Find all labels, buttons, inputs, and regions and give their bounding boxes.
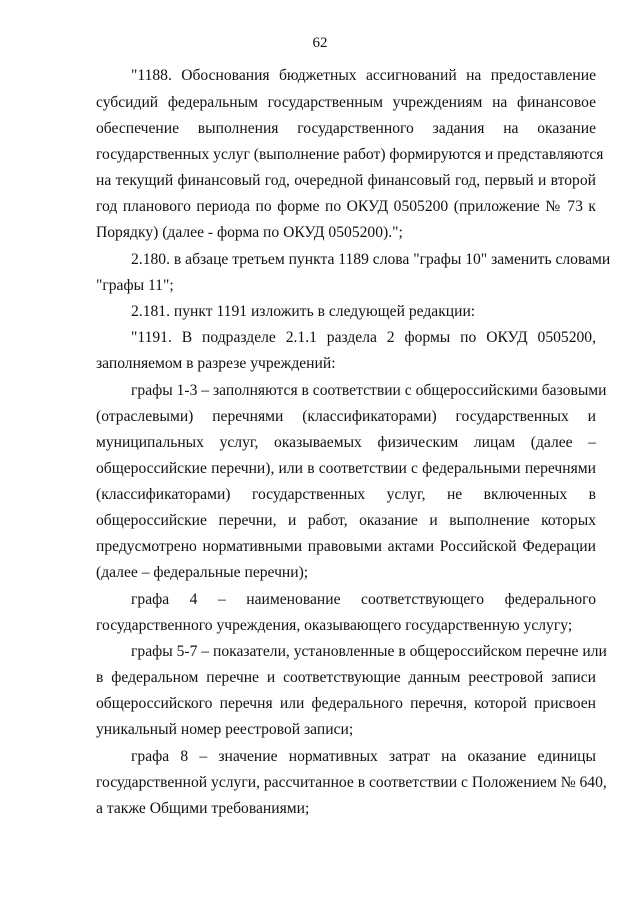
text-line: уникальный номер реестровой записи; [96, 721, 354, 738]
text-line: в федеральном перечне и соответствующие данным реестровой записи [96, 669, 596, 686]
text-line: графа 4 – наименование соответствующего федерального [131, 591, 596, 608]
text-line: "графы 11"; [96, 277, 174, 294]
text-line: государственного учреждения, оказывающего государственную услугу; [96, 617, 573, 634]
text-line: а также Общими требованиями; [96, 800, 310, 817]
text-line: графа 8 – значение нормативных затрат на оказание единицы [131, 748, 596, 765]
text-line: заполняемом в разрезе учреждений: [96, 355, 336, 372]
text-line: государственной услуги, рассчитанное в соответствии с Положением № 640, [96, 774, 607, 791]
text-line: предусмотрено нормативными правовыми актами Российской Федерации [96, 538, 596, 555]
text-line: государственных услуг (выполнение работ) формируются и представляются [96, 146, 604, 163]
text-line: общероссийского перечня или федерального перечня, которой присвоен [96, 695, 596, 712]
text-line: муниципальных услуг, оказываемых физическим лицам (далее – [96, 434, 596, 451]
text-line: общероссийские перечни), или в соответствии с федеральными перечнями [96, 460, 596, 477]
text-line: (отраслевыми) перечнями (классификаторами) государственных и [96, 408, 596, 425]
page-number: 62 [312, 35, 328, 51]
text-line: графы 5-7 – показатели, установленные в общероссийском перечне или [131, 643, 607, 660]
text-line: 2.181. пункт 1191 изложить в следующей редакции: [131, 303, 476, 320]
text-line: (классификаторами) государственных услуг, не включенных в [96, 486, 596, 503]
text-line: 2.180. в абзаце третьем пункта 1189 слова "графы 10" заменить словами [131, 251, 611, 268]
text-line: год планового периода по форме по ОКУД 0505200 (приложение № 73 к [96, 198, 596, 215]
text-line: (далее – федеральные перечни); [96, 564, 309, 581]
text-line: на текущий финансовый год, очередной финансовый год, первый и второй [96, 172, 596, 189]
text-line: субсидий федеральным государственным учреждениям на финансовое [96, 94, 596, 111]
text-line: "1191. В подразделе 2.1.1 раздела 2 формы по ОКУД 0505200, [131, 329, 596, 346]
text-line: общероссийские перечни, и работ, оказание и выполнение которых [96, 512, 596, 529]
text-line: Порядку) (далее - форма по ОКУД 0505200)."; [96, 224, 403, 241]
text-line: графы 1-3 – заполняются в соответствии с общероссийскими базовыми [131, 382, 607, 399]
text-line: обеспечение выполнения государственного задания на оказание [96, 120, 596, 137]
text-line: "1188. Обоснования бюджетных ассигнований на предоставление [131, 67, 596, 84]
